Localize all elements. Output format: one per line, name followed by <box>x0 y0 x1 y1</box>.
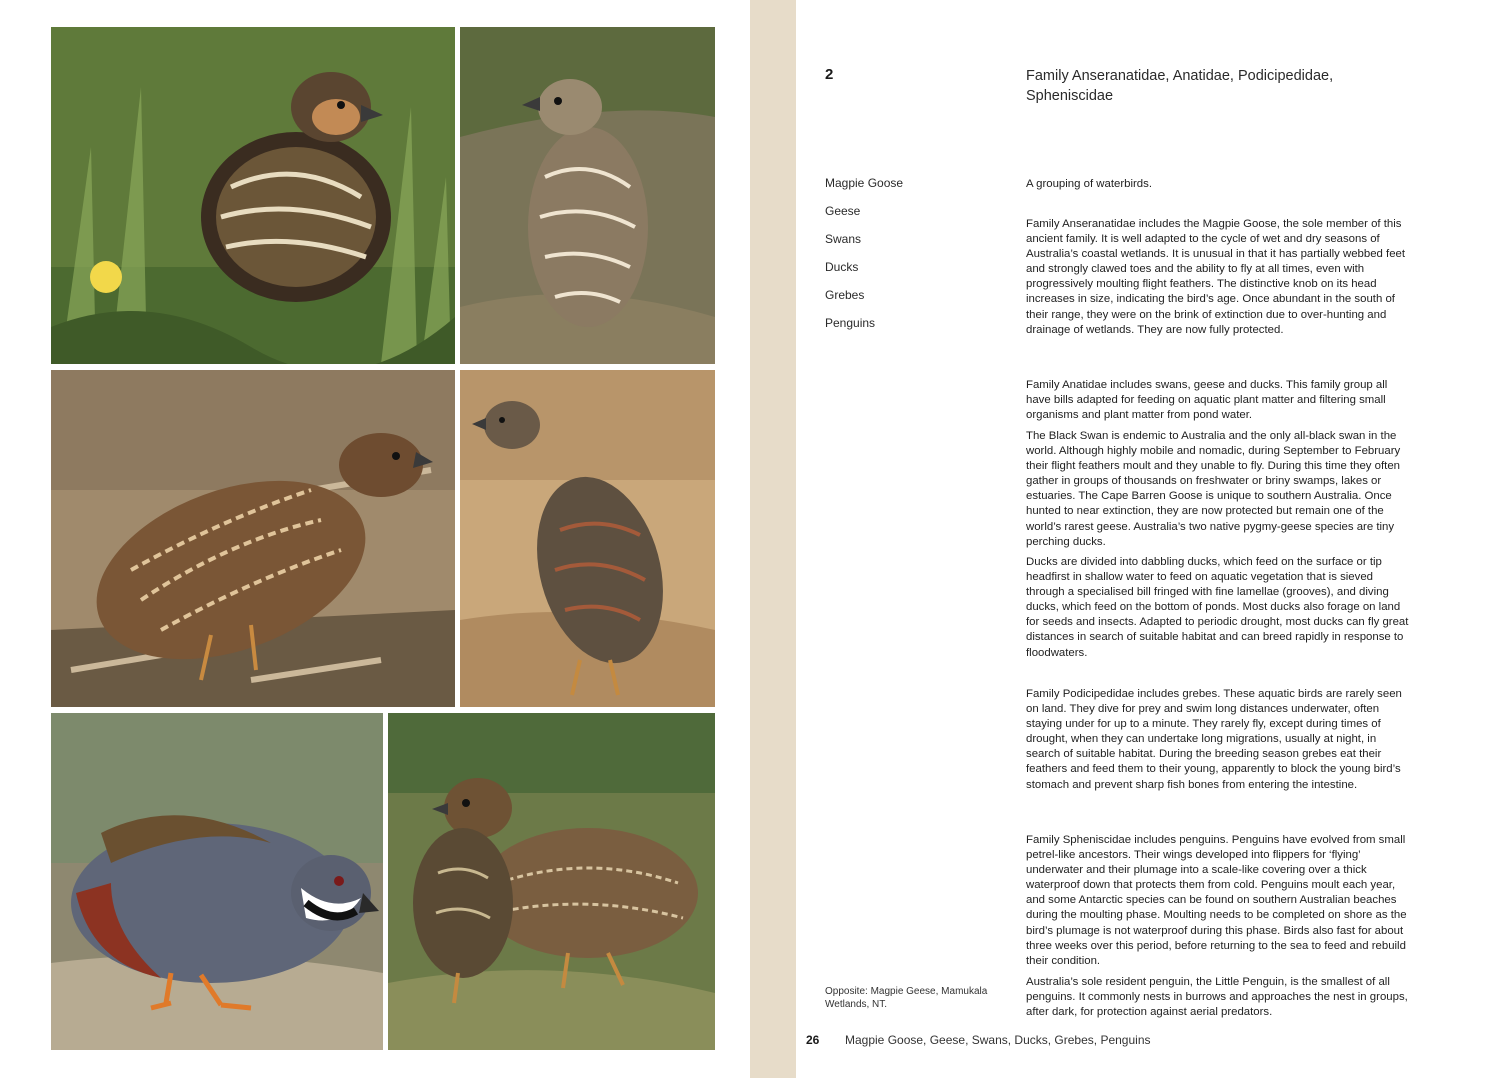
topic-item: Ducks <box>825 260 859 274</box>
paragraph-anseranatidae: Family Anseranatidae includes the Magpie Goose, the sole member of this ancient family. It is well adapted to the cycle of wet and dry seasons of Australia’s coastal wetlands. It is unusual in that it has partially webbed feet and strongly clawed toes and the ability to fly at all times, even with progressively moulting flight feathers. The distinctive knob on its head increases in size, indicating the bird’s age. Once abundant in the south of their range, they were on the brink of extinction due to over-hunting and drainage of wetlands. They are now fully protected. <box>1026 218 1406 336</box>
topic-item: Grebes <box>825 288 865 302</box>
photo-king-quail <box>51 713 383 1050</box>
photo-brown-quail <box>51 370 455 707</box>
photo-caption: Opposite: Magpie Geese, Mamukala Wetlands, NT. <box>825 986 988 1010</box>
paragraph-black-swan: The Black Swan is endemic to Australia and the only all-black swan in the world. Although highly mobile and nomadic, during September to February their flight feathers moult and they unable to fly. During this time they often gather in groups of thousands on freshwater or briny swamps, lakes or estuaries. The Cape Barren Goose is unique to southern Australia. Once hunted to near extinction, they are now protected but remain one of the world’s rarest geese. Australia’s two native pygmy-geese species are tiny perching ducks. <box>1026 430 1401 548</box>
paragraph-spheniscidae: Family Spheniscidae includes penguins. Penguins have evolved from small petrel-like ancestors. Their wings developed into flippers for ‘flying’ underwater and their plumage into a scale-like covering over a thick waterproof down that protects them from cold. Penguins moult each year, and some Antarctic species can be found on southern Australian beaches during the moulting phase. Moulting needs to be completed on shore as the bird’s plumage is not waterproof during this phase. Birds also fast for about three weeks over this period, before returning to the sea to feed and rebuild their condition. <box>1026 834 1407 967</box>
photo-quail-pair <box>388 713 715 1050</box>
paragraph-anatidae: Family Anatidae includes swans, geese and ducks. This family group all have bills adapted for feeding on aquatic plant matter and filtering small organisms and plant matter from pond water. <box>1026 379 1388 422</box>
paragraph-ducks: Ducks are divided into dabbling ducks, which feed on the surface or tip headfirst in shallow water to feed on aquatic vegetation that is sieved through a specialised bill fringed with fine lamellae (grooves), and diving ducks, which feed on the bottom of ponds. Most ducks also forage on land for seeds and insects. Adapted to periodic drought, most ducks can fly great distances in search of suitable habitat and can breed rapidly in response to floodwaters. <box>1026 556 1409 659</box>
page-number: 26 <box>806 1033 820 1047</box>
topic-list <box>825 176 903 344</box>
chapter-number: 2 <box>825 66 834 83</box>
paragraph-podicipedidae: Family Podicipedidae includes grebes. These aquatic birds are rarely seen on land. They dive for prey and swim long distances underwater, often staying under for up to a minute. They rarely fly, except during times of drought, when they can undertake long migrations, usually at night, in search of suitable habitat. During the breeding season grebes eat their feathers and feed them to their young, apparently to block the young bird’s stomach and prevent sharp fish bones from entering the intestine. <box>1026 688 1402 791</box>
running-title: Magpie Goose, Geese, Swans, Ducks, Grebes, Penguins <box>845 1033 1151 1047</box>
page-gutter <box>750 0 796 1078</box>
paragraph-little-penguin: Australia’s sole resident penguin, the Little Penguin, is the smallest of all penguins. It commonly nests in burrows and approaches the nest in groups, after dark, for protection against aerial predators. <box>1026 976 1408 1019</box>
topic-item: Geese <box>825 204 861 218</box>
topic-item: Penguins <box>825 316 876 330</box>
topic-item: Magpie Goose <box>825 176 904 190</box>
photo-quail-grass <box>51 27 455 364</box>
photo-quail-ground <box>460 27 715 364</box>
topic-item: Swans <box>825 232 862 246</box>
paragraph-intro: A grouping of waterbirds. <box>1026 178 1153 190</box>
photo-painted-quail <box>460 370 715 707</box>
chapter-title: Family Anseranatidae, Anatidae, Podicipedidae, Spheniscidae <box>1026 68 1334 104</box>
